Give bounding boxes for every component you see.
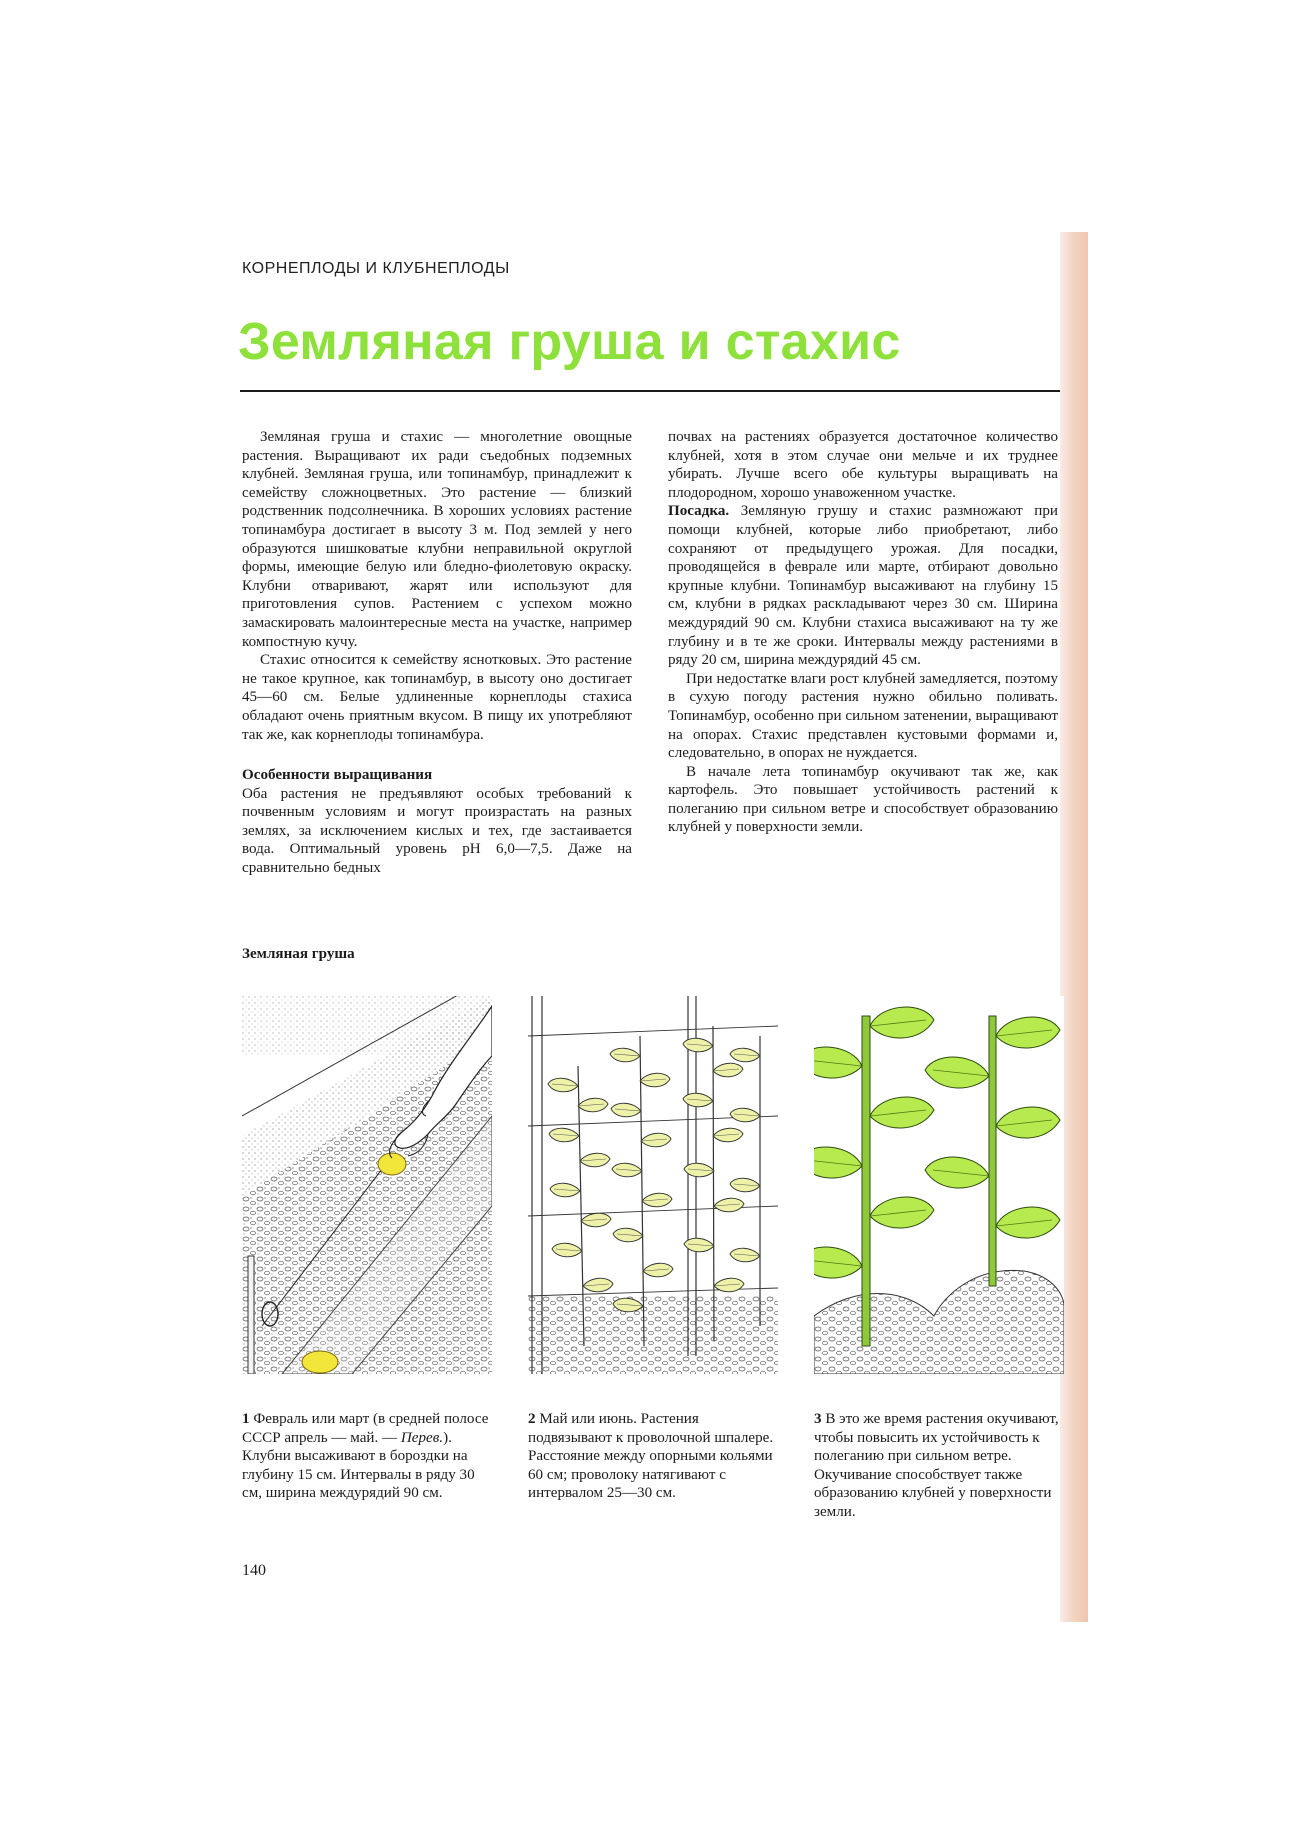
paragraph: почвах на растениях образуется достаточное количество клубней, хотя в этом случае они мельче и их труднее убирать. Лучше всего обе культуры выращивать на плодородном, хорошо унавоженном участке. [668,429,1058,501]
section-header: КОРНЕПЛОДЫ И КЛУБНЕПЛОДЫ [242,260,510,277]
paragraph [668,502,1058,669]
caption-text: Февраль или март (в средней полосе СССР апрель — май. — [242,1411,489,1446]
figure-caption-1 [242,1410,492,1503]
illustration-hilling [814,996,1064,1374]
caption-number: 3 [814,1411,822,1427]
page-edge-shadow [1060,232,1088,1622]
figure-caption-2 [528,1410,778,1503]
caption-number: 1 [242,1411,250,1427]
paragraph: Оба растения не предъявляют особых требований к почвенным условиям и могут произрастать на разных землях, за исключением кислых и тех, где застаивается вода. Оптимальный уровень pH 6,0—7,5. Даже на сравнительно бедных [242,785,632,877]
page-title: Земляная груша и стахис [238,313,901,371]
text-column-right [668,428,1058,837]
caption-text: ). Клубни высаживают в бороздки на глубину 15 см. Интервалы в ряду 30 см, ширина междурядий 90 см. [242,1429,475,1502]
paragraph: При недостатке влаги рост клубней замедляется, поэтому в сухую погоду растения нужно обильно поливать. Топинамбур, особенно при сильном затенении, выращивают на опорах. Стахис представлен кустовыми формами и, следовательно, в опорах не нуждается. [668,670,1058,762]
paragraph: Стахис относится к семейству яснотковых. Это растение не такое крупное, как топинамбур, в высоту оно достигает 45—60 см. Белые удлиненные корнеплоды стахиса обладают очень приятным вкусом. В пищу их употребляют так же, как корнеплоды топинамбура. [242,652,632,743]
text-column-left [242,428,632,878]
caption-text: В это же время растения окучивают, чтобы повысить их устойчивость к полеганию при сильном ветре. Окучивание способствует также образованию клубней у поверхности земли. [814,1411,1059,1520]
illustration-trellis [528,996,778,1374]
caption-text: Май или июнь. Растения подвязывают к проволочной шпалере. Расстояние между опорными кольями 60 см; проволоку натягивают с интервалом 25—30 см. [528,1411,774,1502]
inline-heading: Посадка. [668,503,730,520]
figure-caption-3 [814,1410,1064,1522]
caption-number: 2 [528,1411,536,1427]
figures-subheading: Земляная груша [242,946,355,962]
title-rule [240,390,1060,392]
paragraph-text: Земляную грушу и стахис размножают при помощи клубней, которые либо приобретают, либо сохраняют от предыдущего урожая. Для посадки, проводящейся в феврале или марте, отбирают довольно крупные клубни. Топинамбур высаживают на глубину 15 см, клубни в рядках раскладывают через 30 см. Ширина междурядий 90 см. Клубни стахиса высаживают на ту же глубину и в те же сроки. Интервалы между растениями в ряду 20 см, ширина междурядий 45 см. [668,503,1058,669]
paragraph: Земляная груша и стахис — многолетние овощные растения. Выращивают их ради съедобных подземных клубней. Земляная груша, или топинамбур, принадлежит к семейству сложноцветных. Это растение — близкий родственник подсолнечника. В хороших условиях растение топинамбура достигает в высоту 3 м. Под землей у него образуются шишковатые клубни неправильной округлой формы, имеющие белую или бледно-фиолетовую окраску. Клубни отваривают, жарят или используют для приготовления супов. Растением с успехом можно замаскировать малоинтересные места на участке, например компостную кучу. [242,429,632,650]
illustration-planting [242,996,492,1374]
paragraph: В начале лета топинамбур окучивают так же, как картофель. Это повышает устойчивость растений к полеганию при сильном ветре и способствует образованию клубней у поверхности земли. [668,763,1058,836]
page-number: 140 [242,1562,266,1579]
section-heading: Особенности выращивания [242,767,433,784]
caption-italic: Перев. [400,1429,444,1446]
